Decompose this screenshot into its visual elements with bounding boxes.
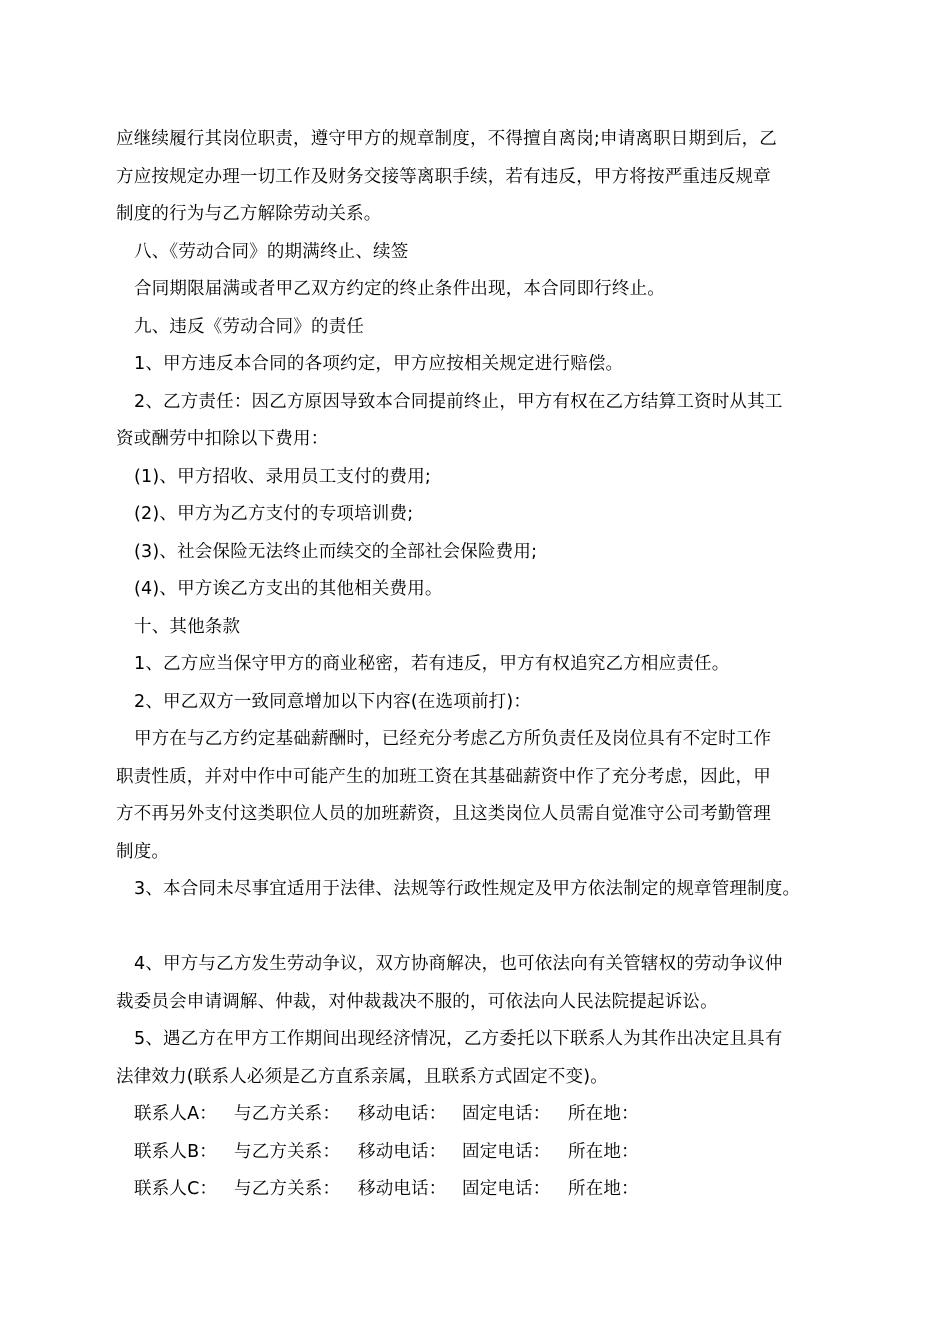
paragraph-line: 应继续履行其岗位职责，遵守甲方的规章制度，不得擅自离岗;申请离职日期到后，乙 xyxy=(116,129,777,149)
contact-row xyxy=(116,1134,840,1172)
paragraph-line: 裁委员会申请调解、仲裁，对仲裁裁决不服的，可依法向人民法院提起诉讼。 xyxy=(116,991,718,1012)
clause-item: 1、甲方违反本合同的各项约定，甲方应按相关规定进行赔偿。 xyxy=(134,354,624,374)
contact-mobile: 移动电话： xyxy=(358,1104,447,1124)
paragraph-line: 合同期限届满或者甲乙双方约定的终止条件出现，本合同即行终止。 xyxy=(134,279,665,299)
contact-phone: 固定电话： xyxy=(462,1179,551,1199)
contact-name: 联系人A： xyxy=(134,1104,217,1124)
contact-address: 所在地： xyxy=(568,1141,639,1162)
paragraph-line: 制度。 xyxy=(116,841,170,862)
contact-row xyxy=(116,1096,840,1134)
paragraph-line: 制度的行为与乙方解除劳动关系。 xyxy=(116,204,382,224)
contact-relation: 与乙方关系： xyxy=(234,1179,341,1199)
document-page xyxy=(116,121,840,1209)
list-item: (3)、社会保险无法终止而续交的全部社会保险费用; xyxy=(134,541,538,562)
blank-line xyxy=(116,909,840,947)
contact-row xyxy=(116,1171,840,1209)
list-item: (1)、甲方招收、录用员工支付的费用; xyxy=(134,466,431,487)
clause-item: 5、遇乙方在甲方工作期间出现经济情况，乙方委托以下联系人为其作出决定且具有 xyxy=(134,1029,783,1049)
contact-mobile: 移动电话： xyxy=(358,1179,447,1199)
paragraph-line: 法律效力(联系人必须是乙方直系亲属，且联系方式固定不变)。 xyxy=(116,1066,608,1087)
contact-relation: 与乙方关系： xyxy=(234,1104,341,1124)
paragraph-line: 甲方在与乙方约定基础薪酬时，已经充分考虑乙方所负责任及岗位具有不定时工作 xyxy=(134,729,772,749)
clause-item: 2、乙方责任：因乙方原因导致本合同提前终止，甲方有权在乙方结算工资时从其工 xyxy=(134,391,783,412)
contact-name: 联系人B： xyxy=(134,1141,218,1162)
paragraph-line: 方不再另外支付这类职位人员的加班薪资，且这类岗位人员需自觉准守公司考勤管理 xyxy=(116,804,771,824)
paragraph-line: 资或酬劳中扣除以下费用： xyxy=(116,429,329,449)
section-heading-9: 九、违反《劳动合同》的责任 xyxy=(134,316,365,337)
list-item: (2)、甲方为乙方支付的专项培训费; xyxy=(134,504,414,524)
contact-name: 联系人C： xyxy=(134,1179,218,1199)
list-item: (4)、甲方诶乙方支出的其他相关费用。 xyxy=(134,579,443,599)
clause-item: 4、甲方与乙方发生劳动争议，双方协商解决，也可依法向有关管辖权的劳动争议仲 xyxy=(134,954,783,974)
contacts-list xyxy=(116,1096,840,1209)
contact-phone: 固定电话： xyxy=(462,1141,551,1162)
contact-mobile: 移动电话： xyxy=(358,1141,447,1162)
clause-item: 3、本合同未尽事宜适用于法律、法规等行政性规定及甲方依法制定的规章管理制度。 xyxy=(134,879,801,899)
contact-address: 所在地： xyxy=(568,1179,639,1199)
paragraph-line: 方应按规定办理一切工作及财务交接等离职手续，若有违反，甲方将按严重违反规章 xyxy=(116,166,771,187)
clause-item: 2、甲乙双方一致同意增加以下内容(在选项前打)： xyxy=(134,691,532,712)
clause-item: 1、乙方应当保守甲方的商业秘密，若有违反，甲方有权追究乙方相应责任。 xyxy=(134,654,730,674)
paragraph-line: 职责性质，并对中作中可能产生的加班工资在其基础薪资中作了充分考虑，因此，甲 xyxy=(116,766,771,787)
contact-relation: 与乙方关系： xyxy=(234,1141,341,1162)
section-heading-10: 十、其他条款 xyxy=(134,616,241,637)
contact-address: 所在地： xyxy=(568,1104,639,1124)
section-heading-8: 八、《劳动合同》的期满终止、续签 xyxy=(134,241,409,262)
contact-phone: 固定电话： xyxy=(462,1104,551,1124)
